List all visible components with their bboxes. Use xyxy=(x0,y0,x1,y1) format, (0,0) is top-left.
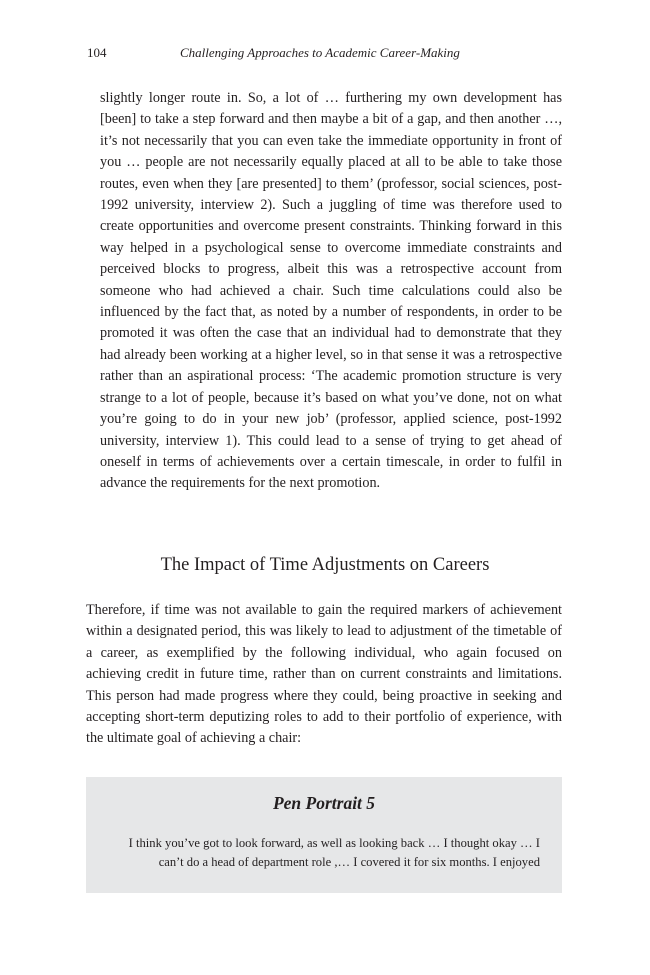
pen-portrait-title: Pen Portrait 5 xyxy=(272,793,376,813)
pen-portrait-text: I think you’ve got to look forward, as well as looking back … I thought okay … I can’t do a head of department role ,… I covered it for six months. I enjoyed xyxy=(128,836,540,869)
running-title: Challenging Approaches to Academic Career-Making xyxy=(180,45,460,60)
running-header xyxy=(87,45,563,65)
block-quote: slightly longer route in. So, a lot of … furthering my own development has [been] to take a step forward and then maybe a bit of a gap, and then another …, it’s not necessarily that you can even take the immediate opportunity in front of you … people are not necessarily equally placed at all to be able to take those routes, even when they [are presented] to them’ (professor, social sciences, post-1992 university, interview 2). Such a juggling of time was therefore used to create opportunities and overcome present constraints. Thinking forward in this way helped in a psychological sense to overcome immediate constraints and perceived blocks to progress, albeit this was a retrospective account from someone who had achieved a chair. Such time calculations could also be influenced by the fact that, as noted by a number of respondents, in order to be promoted it was often the case that an individual had to demonstrate that they had already been working at a higher level, so in that sense it was a retrospective rather than an aspirational process: ‘The academic promotion structure is very strange to a lot of people, because it’s based on what you’ve done, not on what you’re going to do in your new job’ (professor, applied science, post-1992 university, interview 1). This could lead to a sense of trying to get ahead of oneself in terms of achievements over a certain timescale, in order to fulfil in advance the requirements for the next promotion. xyxy=(100,90,562,492)
pen-portrait-box xyxy=(86,777,562,893)
page-number: 104 xyxy=(87,45,107,60)
body-paragraph: Therefore, if time was not available to gain the required markers of achievement within a designated period, this was likely to lead to adjustment of the timetable of a career, as exemplified by the following individual, who again focused on achieving credit in future time, rather than on current constraints and limitations. This person had made progress where they could, being proactive in seeking and accepting short-term deputizing roles to add to their portfolio of experience, with the ultimate goal of achieving a chair: xyxy=(86,602,562,747)
section-heading: The Impact of Time Adjustments on Careers xyxy=(160,555,490,575)
